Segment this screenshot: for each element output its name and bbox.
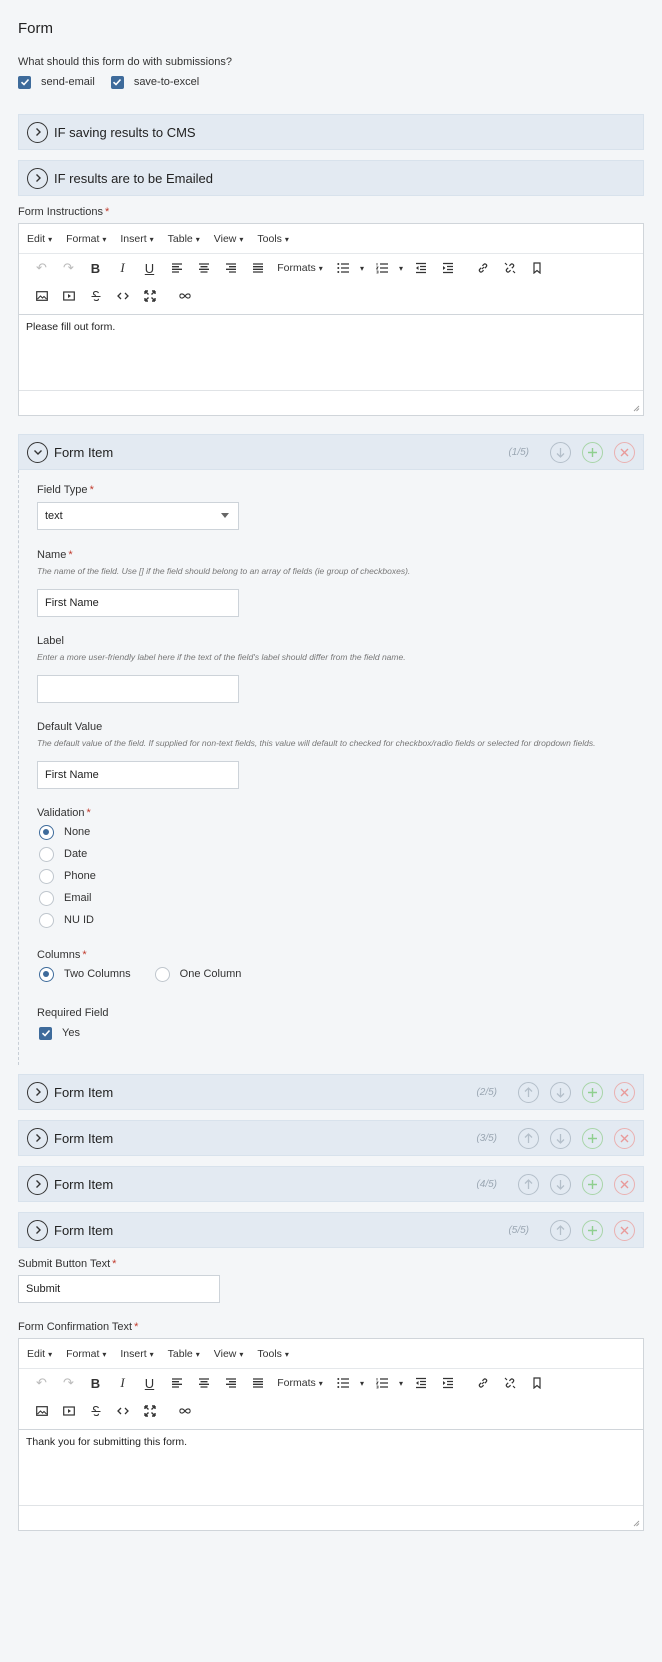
form-item-counter: (5/5): [508, 1224, 529, 1236]
move-down-button[interactable]: [550, 1128, 571, 1149]
close-icon: [619, 1225, 630, 1236]
add-item-button[interactable]: [582, 1082, 603, 1103]
align-left-icon[interactable]: [163, 258, 190, 278]
strikethrough-icon[interactable]: [82, 286, 109, 306]
add-item-button[interactable]: [582, 442, 603, 463]
redo-icon[interactable]: ↷: [63, 260, 74, 275]
undo-icon[interactable]: ↶: [36, 260, 47, 275]
form-item-title: Form Item: [54, 1130, 114, 1146]
plus-icon: [587, 1225, 598, 1236]
infinity-link-icon[interactable]: [171, 286, 198, 306]
plus-icon: [587, 1087, 598, 1098]
move-up-button[interactable]: [550, 1220, 571, 1241]
plus-icon: [587, 447, 598, 458]
menu-format[interactable]: Format ▾: [66, 1348, 106, 1360]
menu-insert[interactable]: Insert ▾: [120, 1348, 153, 1360]
field-type-label: Field Type *: [37, 484, 94, 496]
remove-item-button[interactable]: [614, 1082, 635, 1103]
remove-item-button[interactable]: [614, 1128, 635, 1149]
chevron-down-icon[interactable]: ▾: [359, 263, 364, 273]
send-email-option[interactable]: [18, 76, 95, 89]
form-item-title: Form Item: [54, 444, 114, 460]
align-right-icon[interactable]: [217, 1373, 244, 1393]
columns-label: Columns *: [37, 949, 87, 961]
form-item-header[interactable]: [18, 1120, 644, 1156]
plus-icon: [587, 1179, 598, 1190]
move-down-button[interactable]: [550, 442, 571, 463]
menu-edit[interactable]: Edit ▾: [27, 1348, 52, 1360]
numbered-list-icon[interactable]: [368, 1373, 395, 1393]
validation-option-none[interactable]: None: [37, 821, 644, 843]
arrow-up-icon: [555, 1225, 566, 1236]
image-icon[interactable]: [28, 1401, 55, 1421]
arrow-up-icon: [523, 1133, 534, 1144]
code-icon[interactable]: [109, 1401, 136, 1421]
chevron-right-icon[interactable]: [27, 1082, 48, 1103]
editor-menubar: [19, 1339, 643, 1369]
radio-button[interactable]: [39, 825, 54, 840]
submissions-options: [18, 74, 644, 90]
cms-section-header[interactable]: [18, 114, 644, 150]
chevron-down-icon[interactable]: ▾: [398, 1378, 403, 1388]
validation-option-phone[interactable]: Phone: [37, 865, 644, 887]
radio-button[interactable]: [39, 869, 54, 884]
form-item-header[interactable]: [18, 1212, 644, 1248]
required-field-label: Required Field: [37, 1007, 109, 1019]
page-title: Form: [18, 20, 53, 37]
save-to-excel-label: save-to-excel: [133, 76, 200, 88]
menu-table[interactable]: Table ▾: [168, 233, 200, 245]
default-value-label: Default Value: [37, 721, 103, 733]
form-item-title: Form Item: [54, 1084, 114, 1100]
required-checkbox[interactable]: [39, 1027, 52, 1040]
required-field-option[interactable]: Yes: [39, 1025, 644, 1041]
field-type-select[interactable]: text: [37, 502, 239, 530]
align-center-icon[interactable]: [190, 1373, 217, 1393]
menu-view[interactable]: View ▾: [214, 233, 244, 245]
bullet-list-icon[interactable]: [329, 258, 356, 278]
default-value-help: The default value of the field. If supplied for non-text fields, this value will default to checked for checkbox/radio fields or selected for dropdown fields.: [37, 738, 596, 748]
form-item-body: [18, 470, 644, 1065]
radio-button[interactable]: [39, 891, 54, 906]
save-to-excel-option[interactable]: [111, 76, 199, 89]
move-up-button[interactable]: [518, 1128, 539, 1149]
bold-button[interactable]: B: [90, 260, 101, 276]
arrow-down-icon: [555, 1133, 566, 1144]
send-email-label: send-email: [41, 76, 95, 88]
add-item-button[interactable]: [582, 1174, 603, 1195]
move-up-button[interactable]: [518, 1082, 539, 1103]
menu-insert[interactable]: Insert ▾: [120, 233, 153, 245]
instructions-label: Form Instructions *: [18, 206, 110, 218]
editor-toolbar-row2: [19, 282, 643, 310]
form-item-counter: (1/5): [508, 446, 529, 458]
arrow-up-icon: [523, 1179, 534, 1190]
name-input[interactable]: First Name: [37, 589, 239, 617]
form-item-header[interactable]: [18, 1166, 644, 1202]
columns-option-two[interactable]: Two Columns: [64, 968, 131, 980]
editor-toolbar-row1: [19, 1369, 643, 1397]
strikethrough-icon[interactable]: [82, 1401, 109, 1421]
link-icon[interactable]: [469, 258, 496, 278]
outdent-icon[interactable]: [407, 1373, 434, 1393]
add-item-button[interactable]: [582, 1128, 603, 1149]
formats-dropdown[interactable]: Formats ▾: [271, 1373, 329, 1393]
media-icon[interactable]: [55, 1401, 82, 1421]
underline-button[interactable]: U: [144, 260, 155, 276]
move-down-button[interactable]: [550, 1174, 571, 1195]
align-right-icon[interactable]: [217, 258, 244, 278]
chevron-right-icon[interactable]: [27, 122, 48, 143]
chevron-right-icon[interactable]: [27, 1220, 48, 1241]
chevron-down-icon[interactable]: ▾: [398, 263, 403, 273]
radio-button[interactable]: [39, 967, 54, 982]
editor-status-bar: [19, 390, 643, 415]
remove-item-button[interactable]: [614, 1174, 635, 1195]
chevron-right-icon[interactable]: [27, 1128, 48, 1149]
align-justify-icon[interactable]: [244, 1373, 271, 1393]
indent-icon[interactable]: [434, 1373, 461, 1393]
italic-button[interactable]: I: [120, 260, 125, 275]
align-justify-icon[interactable]: [244, 258, 271, 278]
form-item-header[interactable]: [18, 434, 644, 470]
label-input[interactable]: [37, 675, 239, 703]
radio-button[interactable]: [39, 847, 54, 862]
save-to-excel-checkbox[interactable]: [111, 76, 124, 89]
validation-option-date[interactable]: Date: [37, 843, 644, 865]
instructions-content[interactable]: Please fill out form.: [19, 314, 643, 390]
send-email-checkbox[interactable]: [18, 76, 31, 89]
default-value-input[interactable]: First Name: [37, 761, 239, 789]
arrow-down-icon: [555, 1179, 566, 1190]
radio-button[interactable]: [155, 967, 170, 982]
validation-option-email[interactable]: Email: [37, 887, 644, 909]
code-icon[interactable]: [109, 286, 136, 306]
close-icon: [619, 1133, 630, 1144]
remove-item-button[interactable]: [614, 442, 635, 463]
numbered-list-icon[interactable]: [368, 258, 395, 278]
fullscreen-icon[interactable]: [136, 286, 163, 306]
submit-text-label: Submit Button Text *: [18, 1258, 117, 1270]
confirmation-label: Form Confirmation Text *: [18, 1321, 139, 1333]
add-item-button[interactable]: [582, 1220, 603, 1241]
form-item-header[interactable]: [18, 1074, 644, 1110]
chevron-down-icon[interactable]: [27, 442, 48, 463]
form-item-counter: (4/5): [476, 1178, 497, 1190]
confirmation-editor: [18, 1338, 644, 1531]
name-label: Name *: [37, 549, 73, 561]
outdent-icon[interactable]: [407, 258, 434, 278]
unlink-icon[interactable]: [496, 258, 523, 278]
close-icon: [619, 447, 630, 458]
fullscreen-icon[interactable]: [136, 1401, 163, 1421]
media-icon[interactable]: [55, 286, 82, 306]
menu-table[interactable]: Table ▾: [168, 1348, 200, 1360]
chevron-down-icon[interactable]: ▾: [359, 1378, 364, 1388]
underline-button[interactable]: U: [144, 1375, 155, 1391]
email-section-title: IF results are to be Emailed: [54, 170, 213, 186]
submissions-question: What should this form do with submissions?: [18, 56, 232, 68]
form-item-counter: (2/5): [476, 1086, 497, 1098]
bookmark-icon[interactable]: [523, 1373, 550, 1393]
menu-tools[interactable]: Tools ▾: [257, 233, 289, 245]
resize-grip-icon[interactable]: [633, 1520, 640, 1527]
cms-section-title: IF saving results to CMS: [54, 124, 196, 140]
image-icon[interactable]: [28, 286, 55, 306]
menu-view[interactable]: View ▾: [214, 1348, 244, 1360]
move-down-button[interactable]: [550, 1082, 571, 1103]
close-icon: [619, 1087, 630, 1098]
editor-status-bar: [19, 1505, 643, 1530]
bold-button[interactable]: B: [90, 1375, 101, 1391]
bullet-list-icon[interactable]: [329, 1373, 356, 1393]
resize-grip-icon[interactable]: [633, 405, 640, 412]
indent-icon[interactable]: [434, 258, 461, 278]
label-label: Label: [37, 635, 64, 647]
label-help: Enter a more user-friendly label here if the text of the field's label should differ from the field name.: [37, 652, 406, 662]
link-icon[interactable]: [469, 1373, 496, 1393]
menu-edit[interactable]: Edit ▾: [27, 233, 52, 245]
plus-icon: [587, 1133, 598, 1144]
columns-option-one[interactable]: One Column: [179, 968, 242, 980]
close-icon: [619, 1179, 630, 1190]
form-item-title: Form Item: [54, 1176, 114, 1192]
validation-options: [37, 821, 644, 931]
validation-option-nuid[interactable]: NU ID: [37, 909, 644, 931]
chevron-right-icon[interactable]: [27, 168, 48, 189]
infinity-link-icon[interactable]: [171, 1401, 198, 1421]
email-section-header[interactable]: [18, 160, 644, 196]
submit-text-input[interactable]: Submit: [18, 1275, 220, 1303]
arrow-up-icon: [523, 1087, 534, 1098]
formats-dropdown[interactable]: Formats ▾: [271, 258, 329, 278]
arrow-down-icon: [555, 447, 566, 458]
validation-label: Validation *: [37, 807, 91, 819]
arrow-down-icon: [555, 1087, 566, 1098]
menu-tools[interactable]: Tools ▾: [257, 1348, 289, 1360]
editor-menubar: [19, 224, 643, 254]
editor-toolbar-row2: [19, 1397, 643, 1425]
remove-item-button[interactable]: [614, 1220, 635, 1241]
columns-options: [37, 963, 644, 985]
align-left-icon[interactable]: [163, 1373, 190, 1393]
instructions-editor: [18, 223, 644, 416]
chevron-down-icon: [221, 513, 229, 518]
editor-toolbar-row1: [19, 254, 643, 282]
move-up-button[interactable]: [518, 1174, 539, 1195]
unlink-icon[interactable]: [496, 1373, 523, 1393]
align-center-icon[interactable]: [190, 258, 217, 278]
chevron-right-icon[interactable]: [27, 1174, 48, 1195]
menu-format[interactable]: Format ▾: [66, 233, 106, 245]
undo-icon[interactable]: ↶: [36, 1375, 47, 1390]
name-help: The name of the field. Use [] if the field should belong to an array of fields (ie group of checkboxes).: [37, 566, 411, 576]
form-item-counter: (3/5): [476, 1132, 497, 1144]
confirmation-content[interactable]: Thank you for submitting this form.: [19, 1429, 643, 1505]
italic-button[interactable]: I: [120, 1375, 125, 1390]
redo-icon[interactable]: ↷: [63, 1375, 74, 1390]
bookmark-icon[interactable]: [523, 258, 550, 278]
form-item-title: Form Item: [54, 1222, 114, 1238]
radio-button[interactable]: [39, 913, 54, 928]
